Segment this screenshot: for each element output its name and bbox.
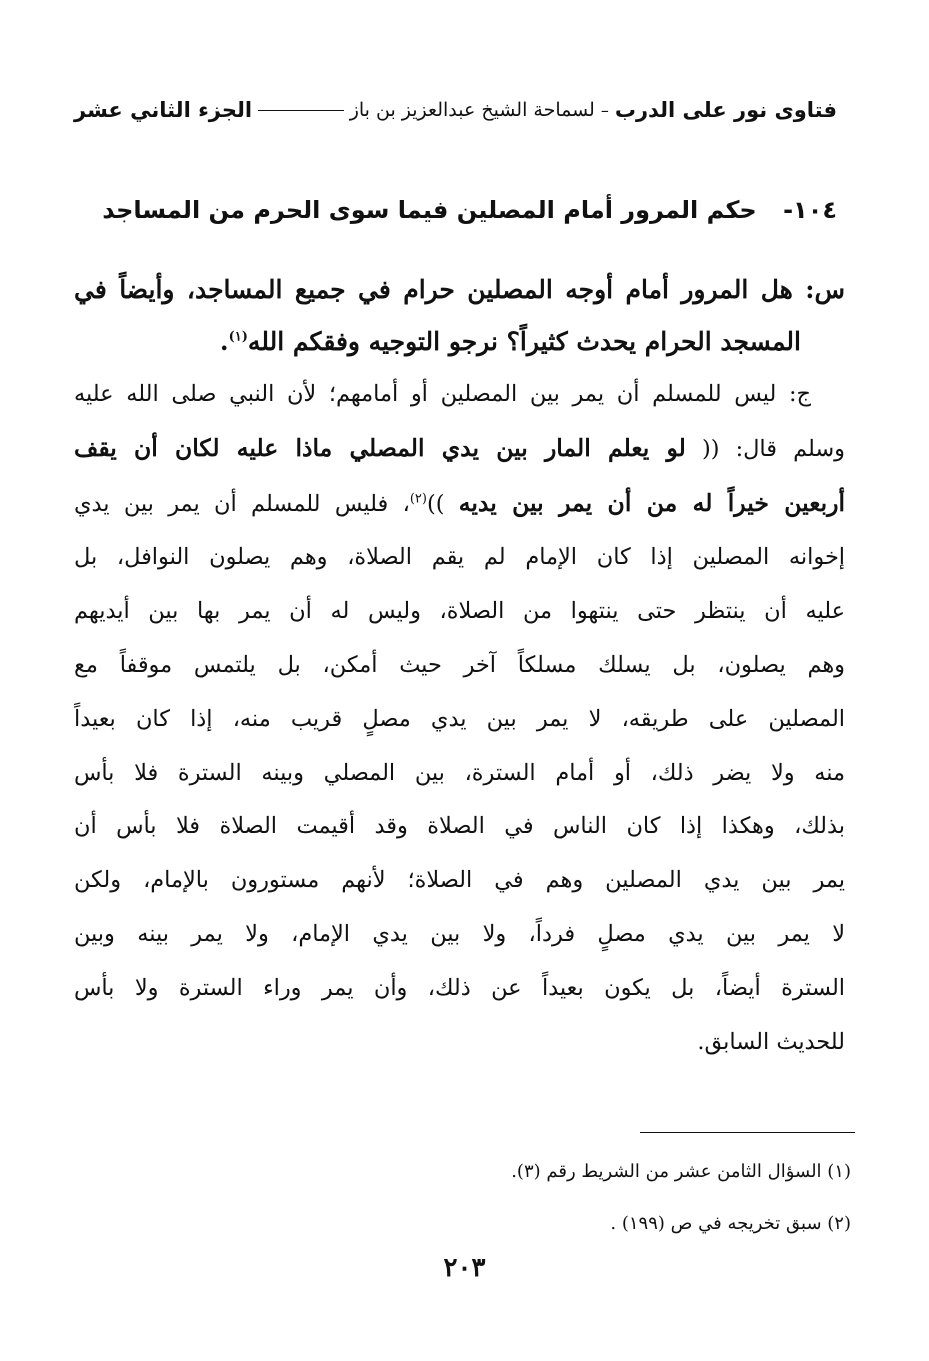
answer-line: بذلك، وهكذا إذا كان الناس في الصلاة وقد أقيمت الصلاة فلا بأس أن	[74, 813, 845, 840]
hadith-close: ))	[426, 490, 445, 517]
hadith-text: أربعين خيراً له من أن يمر بين يديه	[458, 488, 845, 517]
footnote-ref: (٢)	[409, 491, 427, 507]
fatwa-body	[74, 264, 845, 1069]
footnote-ref: (١)	[228, 329, 248, 345]
hadith-text: لو يعلم المار بين يدي المصلي ماذا عليه لكان أن يقف	[74, 433, 686, 462]
question-end: .	[219, 327, 229, 356]
answer-line: ج: ليس للمسلم أن يمر بين المصلين أو أمامهم؛ لأن النبي صلى الله عليه	[74, 381, 811, 407]
answer-line: المصلين على طريقه، لا يمر بين يدي مصلٍ قريب منه، إذا كان بعيداً	[74, 705, 845, 732]
answer-text: ، فليس للمسلم أن يمر بين يدي	[74, 490, 410, 517]
header-book-author	[350, 98, 837, 122]
footnotes	[120, 1146, 851, 1250]
answer-line	[74, 477, 845, 532]
chapter-number: ١٠٤-	[783, 196, 837, 224]
answer-line: لا يمر بين يدي مصلٍ فرداً، ولا بين يدي الإمام، ولا يمر بينه وبين	[74, 920, 845, 947]
header-volume: الجزء الثاني عشر	[74, 98, 253, 122]
page-number: ٢٠٣	[443, 1253, 486, 1283]
answer-line: للحديث السابق.	[697, 1028, 845, 1055]
footnote: (١) السؤال الثامن عشر من الشريط رقم (٣).	[511, 1161, 851, 1182]
question-line: س: هل المرور أمام أوجه المصلين حرام في جميع المساجد، وأيضاً في	[74, 275, 845, 304]
question-line	[74, 316, 845, 368]
footnote-separator	[640, 1132, 855, 1133]
question-text: المسجد الحرام يحدث كثيراً؟ نرجو التوجيه وفقكم الله	[247, 327, 801, 356]
answer-line: وهم يصلون، بل يسلك مسلكاً آخر حيث أمكن، بل يلتمس موقفاً مع	[74, 651, 845, 678]
answer-line	[74, 422, 845, 477]
answer-line: يمر بين يدي المصلين وهم في الصلاة؛ لأنهم مستورون بالإمام، ولكن	[74, 867, 845, 894]
footnote: (٢) سبق تخريجه في ص (١٩٩) .	[610, 1213, 851, 1234]
answer-line: السترة أيضاً، بل يكون بعيداً عن ذلك، وأن يمر وراء السترة ولا بأس	[74, 974, 845, 1001]
running-header	[74, 92, 837, 128]
answer-text: وسلم قال: ((	[701, 435, 845, 462]
answer-line: منه ولا يضر ذلك، أو أمام السترة، بين المصلي وبينه السترة فلا بأس	[74, 759, 845, 786]
chapter-heading	[102, 196, 837, 224]
answer-line: إخوانه المصلين إذا كان الإمام لم يقم الصلاة، وهم يصلون النوافل، بل	[74, 544, 845, 571]
header-rule	[258, 110, 344, 111]
answer-line: عليه أن ينتظر حتى ينتهوا من الصلاة، وليس له أن يمر بها بين أيديهم	[74, 598, 845, 625]
chapter-title: حكم المرور أمام المصلين فيما سوى الحرم من المساجد	[102, 196, 757, 224]
header-separator: –	[600, 100, 609, 120]
header-author: لسماحة الشيخ عبدالعزيز بن باز	[349, 99, 595, 121]
header-book-title: فتاوى نور على الدرب	[614, 98, 837, 122]
